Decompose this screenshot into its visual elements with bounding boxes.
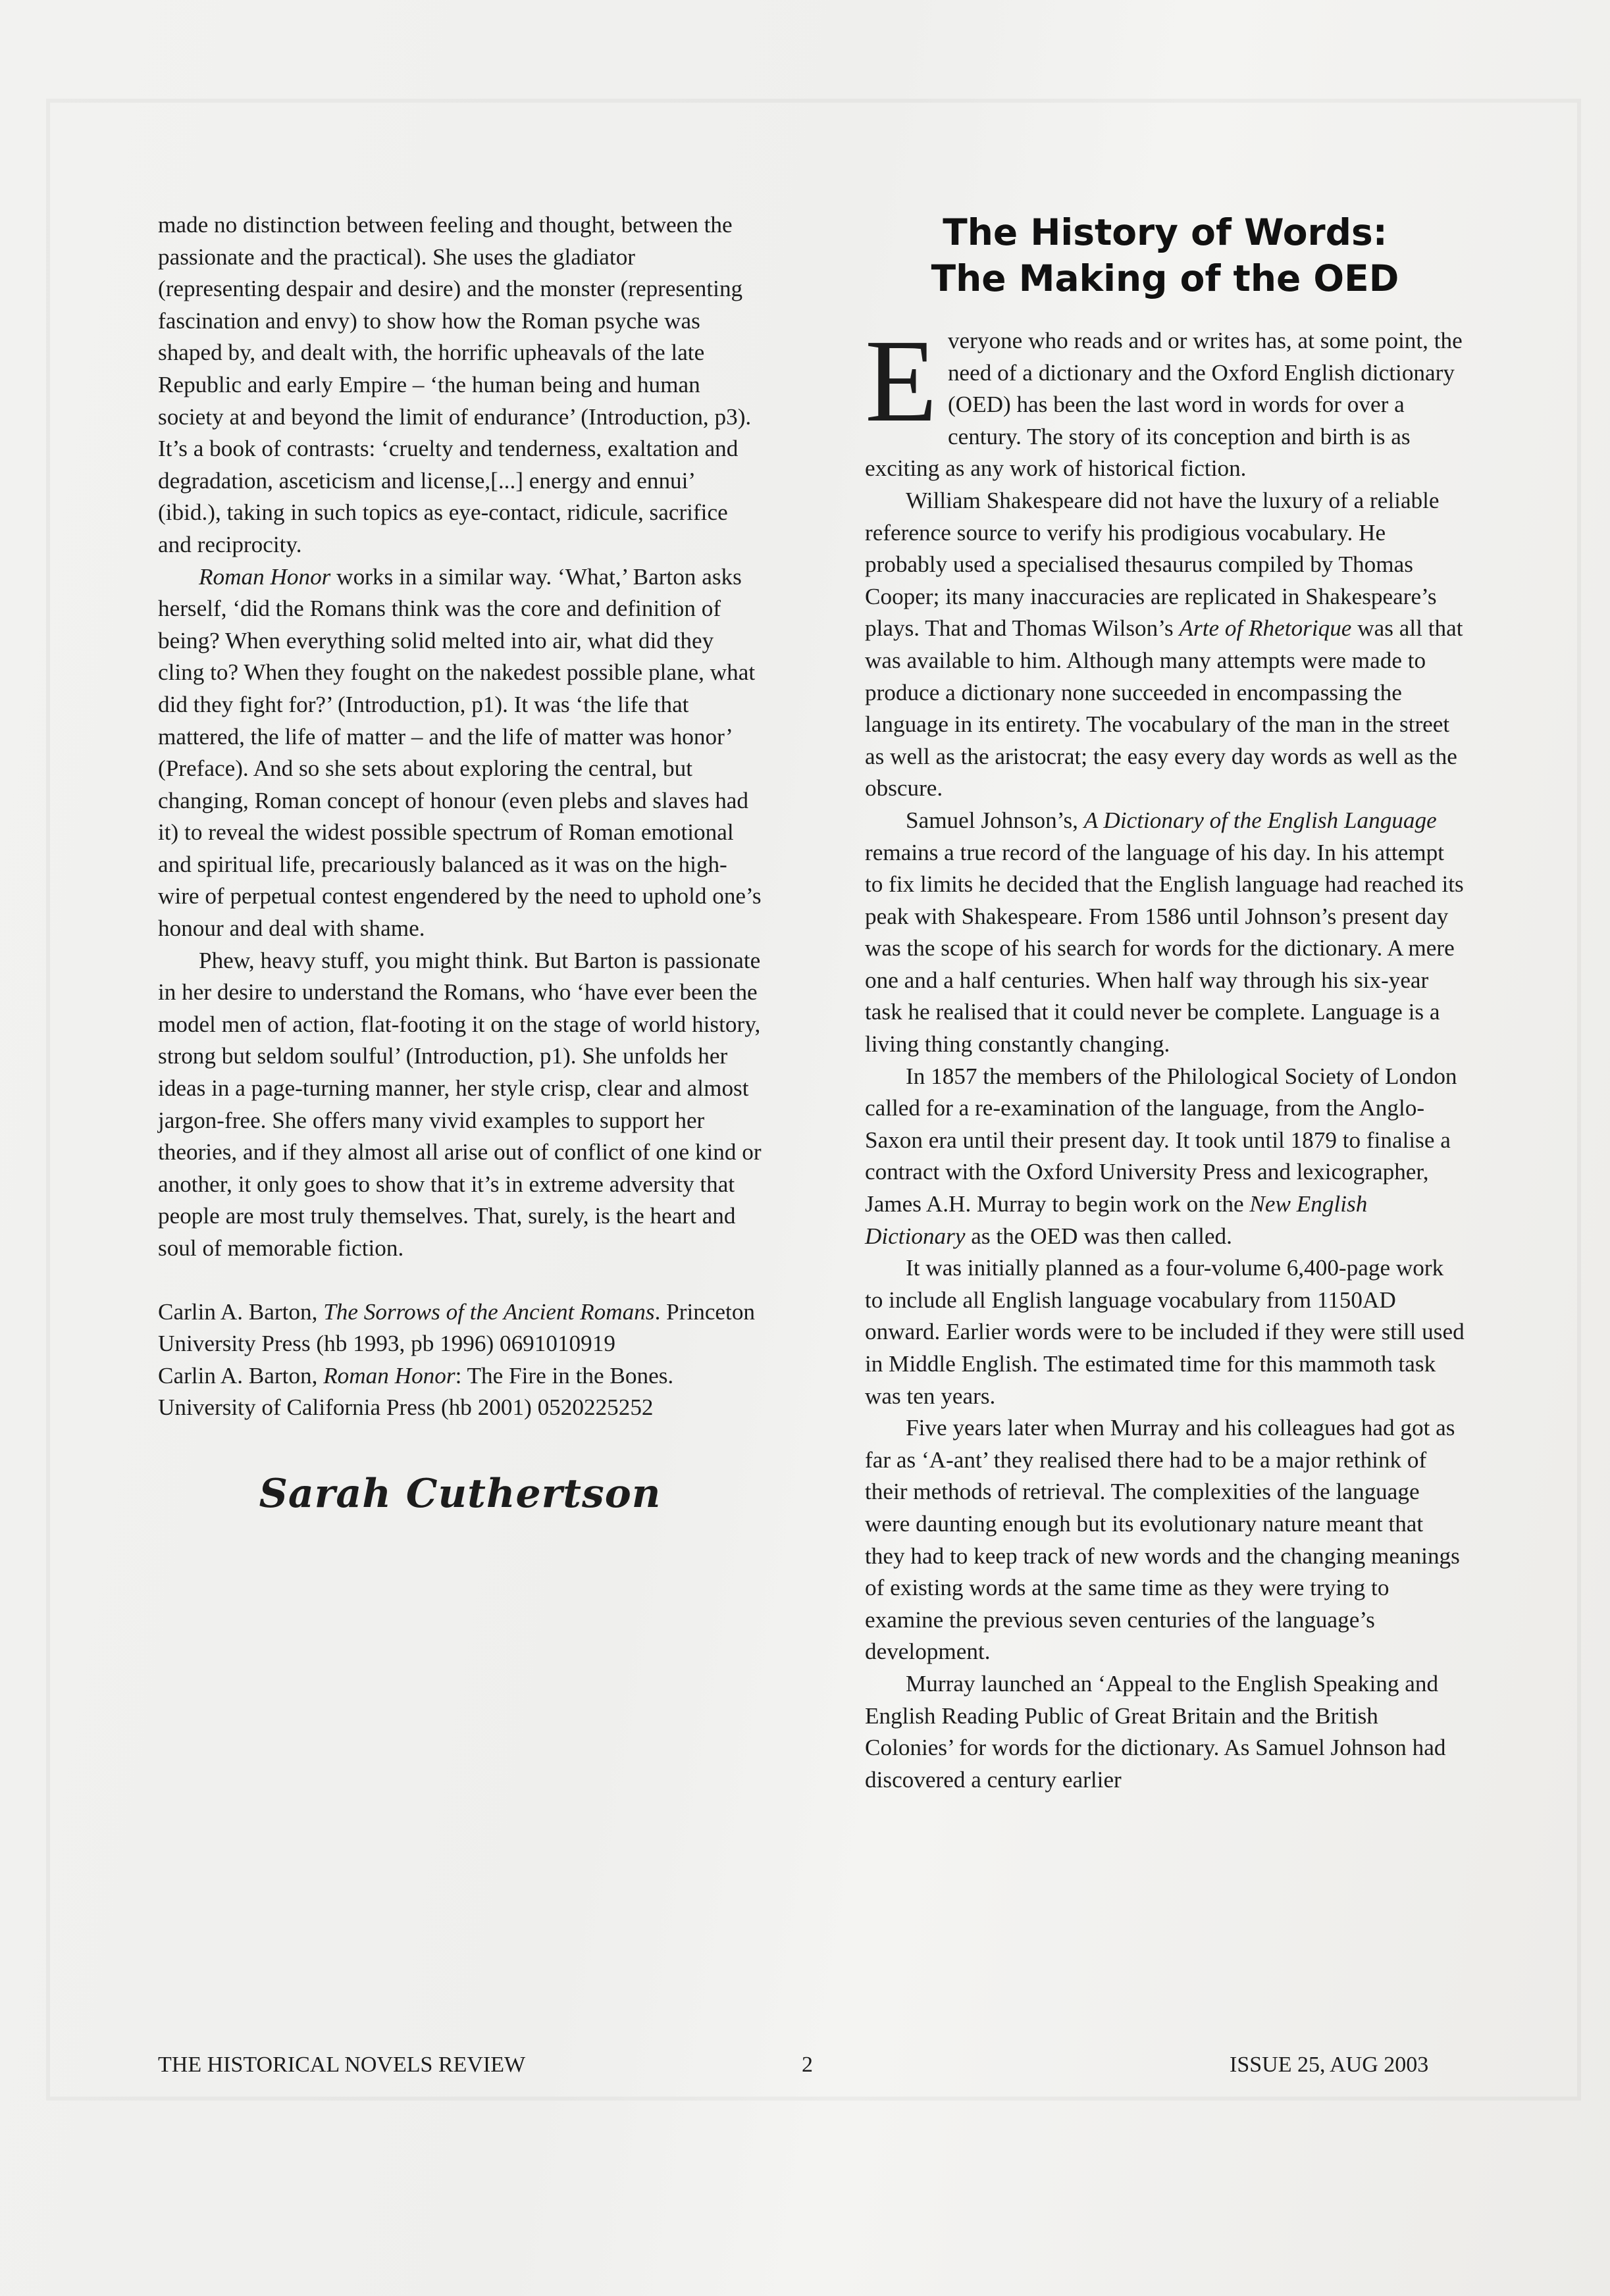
- left-paragraph-2: [158, 561, 762, 945]
- reference-2-details: : The Fire in the Bones. University of California Press (hb 2001) 0520225252: [158, 1362, 674, 1421]
- article-title: [865, 209, 1465, 301]
- drop-cap: E: [865, 315, 937, 446]
- reference-2-title: Roman Honor: [323, 1362, 455, 1389]
- reference-1-author: Carlin A. Barton,: [158, 1298, 324, 1325]
- left-paragraph-2-text: works in a similar way. ‘What,’ Barton asks herself, ‘did the Romans think was the core and definition of being? When everything solid melted into air, what did they cling to? When they fought on the nakedest possible plane, what did they fight for?’ (Introduction, p1). It was ‘the life that mattered, the life of matter – and the life of matter was honor’ (Preface). And so she sets about exploring the central, but changing, Roman concept of honour (even plebs and slaves had it) to reveal the widest possible spectrum of Roman emotional and spiritual life, precariously balanced as it was on the high-wire of perpetual contest engendered by the need to uphold one’s honour and deal with shame.: [158, 563, 762, 942]
- reference-2: [158, 1360, 762, 1424]
- references: [158, 1296, 762, 1424]
- right-paragraph-4: [865, 1061, 1465, 1253]
- footer-issue: ISSUE 25, AUG 2003: [1230, 2053, 1429, 2077]
- right-paragraph-4-text-b: as the OED was then called.: [965, 1223, 1232, 1249]
- left-paragraph-1: made no distinction between feeling and thought, between the passionate and the practical). She uses the gladiator (representing despair and desire) and the monster (representing fascination and envy) to show how the Roman psyche was shaped by, and dealt with, the horrific upheavals of the late Republic and early Empire – ‘the human being and human society at and beyond the limit of endurance’ (Introduction, p3). It’s a book of contrasts: ‘cruelty and tenderness, exaltation and degradation, asceticism and license,[...] energy and ennui’ (ibid.), taking in such topics as eye-contact, ridicule, sacrifice and reciprocity.: [158, 212, 752, 557]
- footer-page-number: 2: [802, 2053, 813, 2077]
- footer-publication: THE HISTORICAL NOVELS REVIEW: [158, 2053, 526, 2077]
- right-paragraph-4-text-a: In 1857 the members of the Philological Society of London called for a re-examination of the language, from the Anglo-Saxon era until their present day. It took until 1879 to finalise a contract with the Oxford University Press and lexicographer, James A.H. Murray to begin work on the: [865, 1063, 1457, 1217]
- right-column: [865, 209, 1465, 1796]
- book-title-new-english-dictionary: New English Dictionary: [865, 1191, 1368, 1249]
- book-title-roman-honor: Roman Honor: [199, 563, 331, 590]
- article-title-line-1: The History of Words:: [943, 211, 1388, 253]
- book-title-arte-of-rhetorique: Arte of Rhetorique: [1179, 615, 1352, 642]
- right-paragraph-3: [865, 805, 1465, 1061]
- right-paragraph-2-text-a: William Shakespeare did not have the luxury of a reliable reference source to verify his prodigious vocabulary. He probably used a specialised thesaurus compiled by Thomas Cooper; its many inaccuracies are replicated in Shakespeare’s plays. That and Thomas Wilson’s: [865, 487, 1440, 642]
- right-paragraph-3-text-b: remains a true record of the language of his day. In his attempt to fix limits he decided that the English language had reached its peak with Shakespeare. From 1586 until Johnson’s present day was the scope of his search for words for the dictionary. A mere one and a half centuries. When half way through his six-year task he realised that it could never be complete. Language is a living thing constantly changing.: [865, 839, 1464, 1058]
- reviewer-signature: Sarah Cuthertson: [259, 1470, 662, 1517]
- right-paragraph-6: Five years later when Murray and his colleagues had got as far as ‘A-ant’ they realised there had to be a major rethink of their methods of retrieval. The complexities of the language were daunting enough but its evolutionary nature meant that they had to keep track of new words and the changing meanings of existing words at the same time as they were trying to examine the previous seven centuries of the language’s development.: [865, 1415, 1460, 1665]
- right-paragraph-7: Murray launched an ‘Appeal to the English Speaking and English Reading Public of Great Britain and the British Colonies’ for words for the dictionary. As Samuel Johnson had discovered a century earlier: [865, 1670, 1446, 1793]
- book-title-johnson-dictionary: A Dictionary of the English Language: [1083, 807, 1437, 833]
- reference-2-author: Carlin A. Barton,: [158, 1362, 324, 1389]
- article-title-line-2: The Making of the OED: [931, 257, 1399, 299]
- right-paragraph-2: [865, 485, 1465, 805]
- right-paragraph-5: It was initially planned as a four-volume 6,400-page work to include all English language vocabulary from 1150AD onward. Earlier words were to be included if they were still used in Middle English. The estimated time for this mammoth task was ten years.: [865, 1255, 1465, 1409]
- reference-1-title: The Sorrows of the Ancient Romans: [323, 1298, 655, 1325]
- reference-1: [158, 1296, 762, 1360]
- left-column: [158, 209, 762, 1520]
- right-paragraph-1: [865, 315, 1465, 485]
- right-paragraph-2-text-b: was all that was available to him. Although many attempts were made to produce a dictionary none succeeded in encompassing the language in its entirety. The vocabulary of the man in the street as well as the aristocrat; the easy every day words as well as the obscure.: [865, 615, 1463, 802]
- right-paragraph-1-text: veryone who reads and or writes has, at some point, the need of a dictionary and the Oxford English dictionary (OED) has been the last word in words for over a century. The story of its conception and birth is as exciting as any work of historical fiction.: [865, 328, 1463, 482]
- article-body: [865, 315, 1465, 1796]
- reference-1-details: . Princeton University Press (hb 1993, pb 1996) 0691010919: [158, 1298, 756, 1357]
- right-paragraph-3-text-a: Samuel Johnson’s,: [906, 807, 1084, 833]
- left-paragraph-3: Phew, heavy stuff, you might think. But Barton is passionate in her desire to understand the Romans, who ‘have ever been the model men of action, flat-footing it on the stage of world history, strong but seldom soulful’ (Introduction, p1). She unfolds her ideas in a page-turning manner, her style crisp, clear and almost jargon-free. She offers many vivid examples to support her theories, and if they almost all arise out of conflict of one kind or another, it only goes to show that it’s in extreme adversity that people are most truly themselves. That, surely, is the heart and soul of memorable fiction.: [158, 947, 762, 1261]
